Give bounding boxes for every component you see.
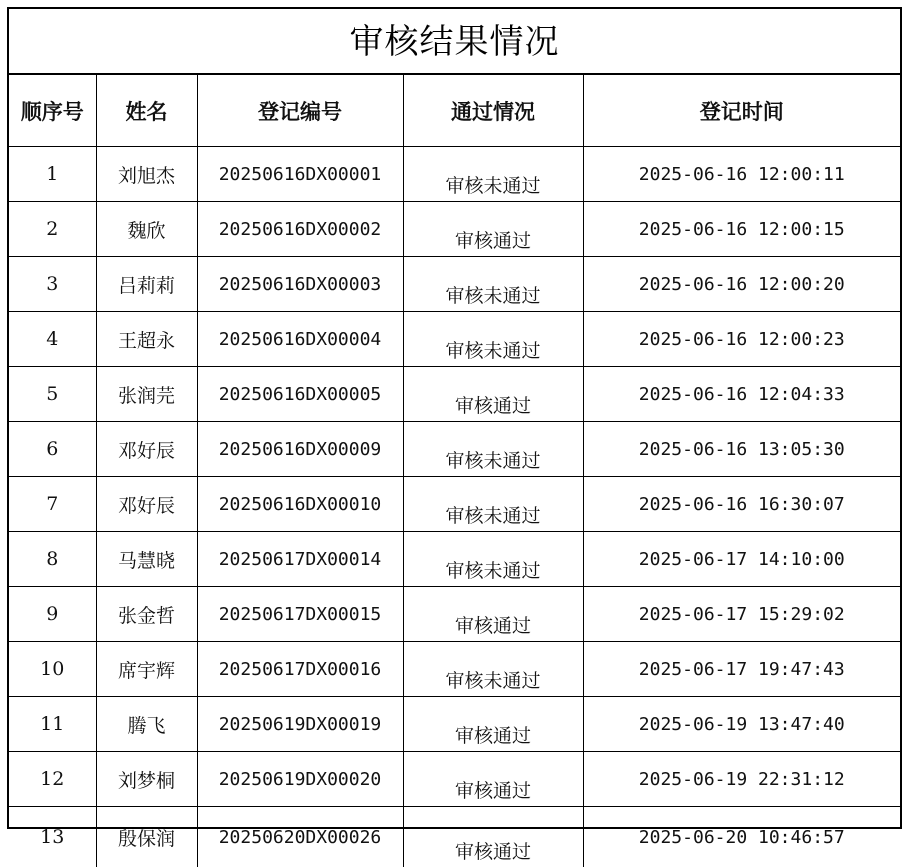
cell-seq: 2	[9, 202, 96, 257]
cell-time: 2025-06-17 19:47:43	[583, 642, 900, 697]
cell-time: 2025-06-20 10:46:57	[583, 807, 900, 867]
cell-status: 审核通过	[403, 367, 583, 422]
cell-name: 魏欣	[96, 202, 197, 257]
cell-name: 张润芫	[96, 367, 197, 422]
cell-name: 王超永	[96, 312, 197, 367]
cell-status: 审核未通过	[403, 642, 583, 697]
cell-time: 2025-06-16 12:00:15	[583, 202, 900, 257]
cell-seq: 9	[9, 587, 96, 642]
cell-name: 邓好辰	[96, 477, 197, 532]
results-sheet	[7, 7, 902, 829]
cell-status: 审核未通过	[403, 477, 583, 532]
cell-seq: 8	[9, 532, 96, 587]
cell-status: 审核通过	[403, 697, 583, 752]
cell-time: 2025-06-17 14:10:00	[583, 532, 900, 587]
cell-reg-no: 20250620DX00026	[197, 807, 403, 867]
cell-status: 审核通过	[403, 587, 583, 642]
cell-status: 审核通过	[403, 752, 583, 807]
cell-reg-no: 20250616DX00009	[197, 422, 403, 477]
table-row	[9, 532, 900, 587]
cell-time: 2025-06-16 16:30:07	[583, 477, 900, 532]
cell-seq: 4	[9, 312, 96, 367]
cell-seq: 13	[9, 807, 96, 867]
column-header-status: 通过情况	[403, 75, 583, 147]
cell-time: 2025-06-19 22:31:12	[583, 752, 900, 807]
cell-reg-no: 20250617DX00014	[197, 532, 403, 587]
cell-time: 2025-06-16 12:00:20	[583, 257, 900, 312]
cell-time: 2025-06-16 13:05:30	[583, 422, 900, 477]
table-row	[9, 367, 900, 422]
cell-reg-no: 20250617DX00016	[197, 642, 403, 697]
cell-reg-no: 20250616DX00003	[197, 257, 403, 312]
cell-time: 2025-06-17 15:29:02	[583, 587, 900, 642]
table-row	[9, 257, 900, 312]
cell-reg-no: 20250619DX00019	[197, 697, 403, 752]
cell-status: 审核未通过	[403, 422, 583, 477]
cell-reg-no: 20250616DX00005	[197, 367, 403, 422]
cell-reg-no: 20250619DX00020	[197, 752, 403, 807]
cell-name: 刘梦桐	[96, 752, 197, 807]
cell-status: 审核未通过	[403, 532, 583, 587]
cell-status: 审核未通过	[403, 312, 583, 367]
table-row	[9, 477, 900, 532]
table-row	[9, 312, 900, 367]
cell-reg-no: 20250616DX00010	[197, 477, 403, 532]
cell-name: 席宇辉	[96, 642, 197, 697]
results-table	[9, 75, 900, 867]
table-row	[9, 147, 900, 202]
cell-status: 审核通过	[403, 807, 583, 867]
cell-reg-no: 20250616DX00002	[197, 202, 403, 257]
cell-name: 殷保润	[96, 807, 197, 867]
table-row	[9, 752, 900, 807]
cell-name: 邓好辰	[96, 422, 197, 477]
cell-status: 审核未通过	[403, 257, 583, 312]
cell-seq: 3	[9, 257, 96, 312]
table-row	[9, 642, 900, 697]
cell-name: 刘旭杰	[96, 147, 197, 202]
cell-seq: 10	[9, 642, 96, 697]
page-title: 审核结果情况	[9, 9, 900, 75]
cell-time: 2025-06-16 12:00:11	[583, 147, 900, 202]
cell-reg-no: 20250616DX00004	[197, 312, 403, 367]
cell-name: 张金哲	[96, 587, 197, 642]
cell-seq: 7	[9, 477, 96, 532]
cell-status: 审核未通过	[403, 147, 583, 202]
cell-name: 腾飞	[96, 697, 197, 752]
column-header-seq: 顺序号	[9, 75, 96, 147]
cell-time: 2025-06-19 13:47:40	[583, 697, 900, 752]
cell-reg-no: 20250616DX00001	[197, 147, 403, 202]
cell-status: 审核通过	[403, 202, 583, 257]
cell-seq: 11	[9, 697, 96, 752]
cell-name: 吕莉莉	[96, 257, 197, 312]
column-header-name: 姓名	[96, 75, 197, 147]
header-row	[9, 75, 900, 147]
cell-time: 2025-06-16 12:04:33	[583, 367, 900, 422]
table-row	[9, 587, 900, 642]
cell-seq: 6	[9, 422, 96, 477]
column-header-reg-no: 登记编号	[197, 75, 403, 147]
column-header-time: 登记时间	[583, 75, 900, 147]
cell-reg-no: 20250617DX00015	[197, 587, 403, 642]
cell-seq: 12	[9, 752, 96, 807]
cell-time: 2025-06-16 12:00:23	[583, 312, 900, 367]
cell-seq: 5	[9, 367, 96, 422]
cell-name: 马慧晓	[96, 532, 197, 587]
cell-seq: 1	[9, 147, 96, 202]
table-row	[9, 697, 900, 752]
table-row	[9, 202, 900, 257]
table-row	[9, 422, 900, 477]
